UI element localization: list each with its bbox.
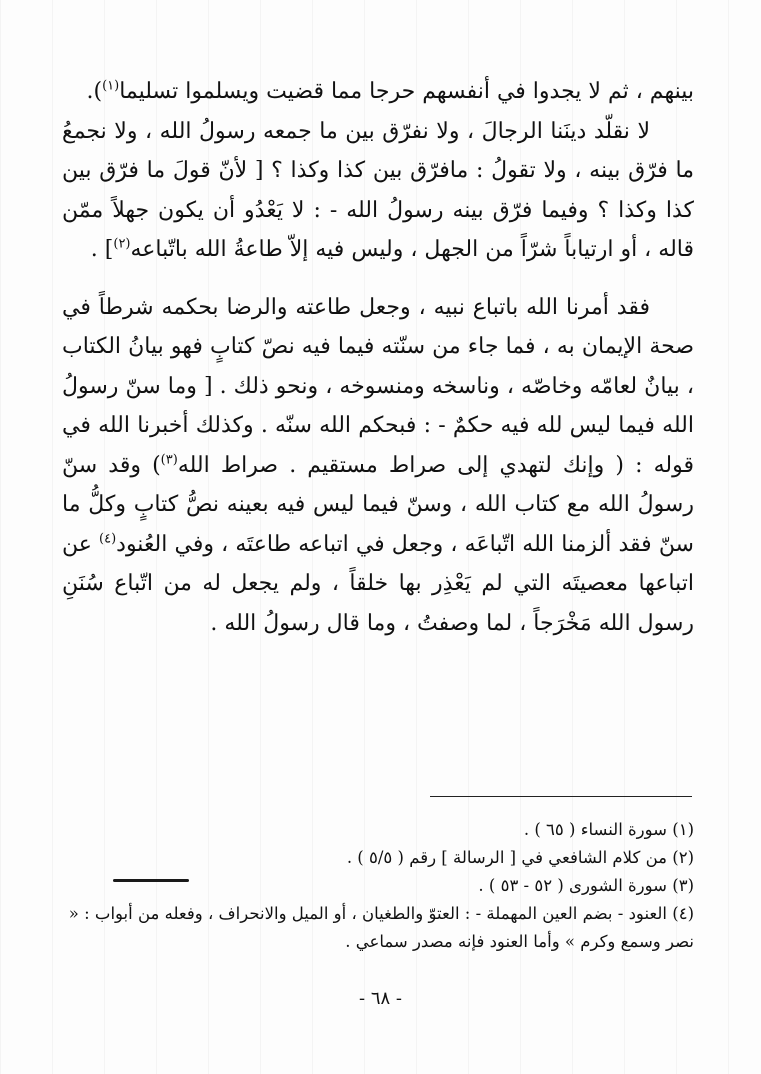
paragraph-spacer [62, 270, 694, 288]
footnote-number: (٣) [672, 876, 694, 895]
footnote-text: سورة الشورى ( ٥٢ - ٥٣ ) . [478, 876, 667, 895]
footnote-number: (١) [672, 820, 694, 839]
paragraph-1 [62, 72, 694, 112]
footnote-1 [62, 816, 694, 844]
page-number: - ٦٨ - [359, 988, 402, 1009]
footnote-separator-rule [430, 796, 692, 797]
footnotes-block [62, 816, 694, 956]
footnote-number: (٢) [672, 848, 694, 867]
paragraph-1-tail: ). [86, 79, 103, 104]
footnote-text: سورة النساء ( ٦٥ ) . [523, 820, 667, 839]
paragraph-2-tail: ] . [90, 237, 114, 262]
footnote-3 [62, 872, 694, 900]
footnote-number: (٤) [672, 904, 694, 923]
footnote-2 [62, 844, 694, 872]
footnote-text: من كلام الشافعي في [ الرسالة ] رقم ( ٥/٥ ) . [346, 848, 667, 867]
footnote-ref-1: (١) [102, 78, 120, 94]
paragraph-1-text: بينهم ، ثم لا يجدوا في أنفسهم حرجا مما قضيت ويسلموا تسليما [119, 79, 694, 104]
paragraph-3 [62, 288, 694, 644]
main-text-block [62, 72, 694, 643]
footnote-ref-4: (٤) [99, 531, 117, 547]
footnote-4 [62, 900, 694, 956]
paragraph-3-text: فقد أمرنا الله باتباع نبيه ، وجعل طاعته والرضا بحكمه شرطاً في صحة الإيمان به ، فما جاء من سنّته فيما فيه نصّ كتابٍ فهو بيانُ الكتاب ، بيانٌ لعامّه وخاصّه ، وناسخه ومنسوخه ، ونحو ذلك . [ وما سنّ رسولُ الله فيما ليس لله فيه حكمٌ - : فبحكم الله سنّه . وكذلك أخبرنا الله في قوله : ( وإنك لتهدي إلى صراط مستقيم . صراط الله [62, 294, 694, 478]
footnote-ref-3: (٣) [160, 452, 178, 468]
footnote-text: العنود - بضم العين المهملة - : العتوّ والطغيان ، أو الميل والانحراف ، وفعله من أبواب : « نصر وسمع وكرم » وأما العنود فإنه مصدر سماعي . [68, 904, 694, 951]
paragraph-2 [62, 112, 694, 270]
paragraph-3-tail: ) وقد سنّ رسولُ الله مع كتاب الله ، وسنّ فيما ليس فيه بعينه نصُّ كتابٍ وكلُّ ما سنّ فقد ألزمنا الله اتّباعَه ، وجعل في اتباعه طاعتَه ، وفي العُنود [62, 452, 694, 557]
paragraph-2-text: لا نقلّد دينَنا الرجالَ ، ولا نفرّق بين ما جمعه رسولُ الله ، ولا نجمعُ ما فرّق بينه ، ولا تقولُ : مافرّق بين كذا وكذا ؟ [ لأنّ قولَ ما فرّق بين كذا وكذا ؟ وفيما فرّق بينه رسولُ الله - : لا يَعْدُو أن يكون جهلاً ممّن قاله ، أو ارتياباً شرّاً من الجهل ، وليس فيه إلاّ طاعةُ الله باتّباعه [62, 118, 694, 262]
footnote-ref-2: (٢) [113, 236, 131, 252]
paragraph-3-tail-2: عن اتباعها معصيتَه التي لم يَعْذِر بها خلقاً ، ولم يجعل له من اتّباع سُنَنِ رسول الله مَخْرَجاً ، لما وصفتُ ، وما قال رسولُ الله . [62, 531, 695, 636]
